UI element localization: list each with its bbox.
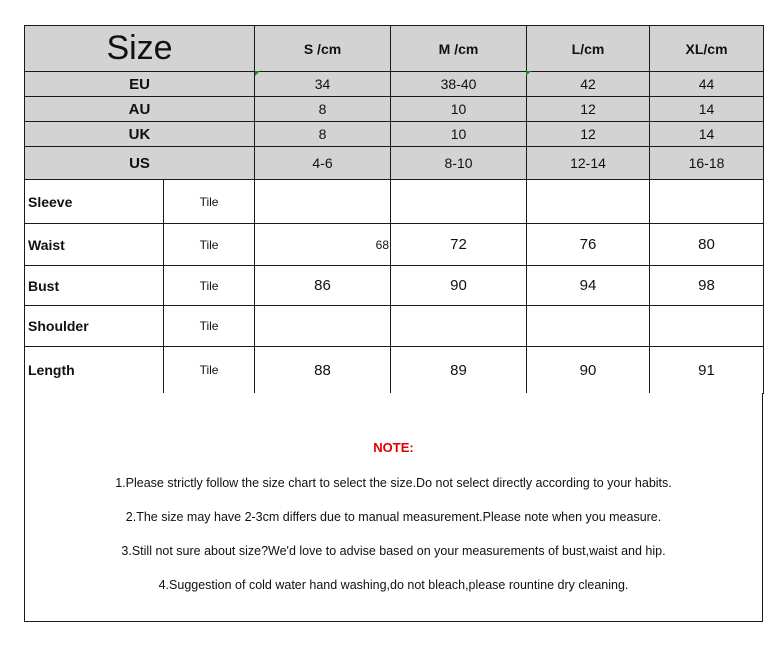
- note-line: 4.Suggestion of cold water hand washing,do not bleach,please rountine dry cleaning.: [158, 578, 629, 592]
- measurement-value: 89: [391, 347, 527, 394]
- measurement-row-shoulder: [25, 306, 764, 347]
- measurement-value: [255, 306, 391, 347]
- measurement-row-waist: [25, 224, 764, 266]
- region-value: 14: [650, 97, 764, 122]
- measurement-value: [391, 180, 527, 224]
- measurement-unit: Tile: [164, 266, 255, 306]
- region-value: 44: [650, 72, 764, 97]
- measurement-unit: Tile: [164, 347, 255, 394]
- region-value: 38-40: [391, 72, 527, 97]
- measurement-value: [527, 180, 650, 224]
- measurement-row-length: [25, 347, 764, 394]
- measurement-row-sleeve: [25, 180, 764, 224]
- measurement-value: [527, 306, 650, 347]
- measurement-value: [391, 306, 527, 347]
- region-value: 14: [650, 122, 764, 147]
- column-header-l: L/cm: [527, 26, 650, 72]
- measurement-value: 98: [650, 266, 764, 306]
- notes-panel: [24, 393, 763, 622]
- region-row-au: [25, 97, 764, 122]
- region-label: EU: [25, 72, 255, 97]
- region-value: 12: [527, 122, 650, 147]
- measurement-unit: Tile: [164, 224, 255, 266]
- measurement-value: [255, 180, 391, 224]
- measurement-value: 90: [391, 266, 527, 306]
- measurement-label: Bust: [25, 266, 164, 306]
- measurement-value: 88: [255, 347, 391, 394]
- region-row-eu: [25, 72, 764, 97]
- measurement-label: Waist: [25, 224, 164, 266]
- measurement-unit: Tile: [164, 306, 255, 347]
- measurement-value: 80: [650, 224, 764, 266]
- cell-marker: [255, 71, 260, 76]
- measurement-value: 76: [527, 224, 650, 266]
- region-value: 10: [391, 97, 527, 122]
- region-value: 16-18: [650, 147, 764, 180]
- size-chart-table: [24, 25, 764, 394]
- region-value: 4-6: [255, 147, 391, 180]
- measurement-value: 94: [527, 266, 650, 306]
- size-title: Size: [25, 26, 255, 72]
- column-header-m: M /cm: [391, 26, 527, 72]
- note-line: 3.Still not sure about size?We'd love to advise based on your measurements of bust,waist and hip.: [121, 544, 666, 558]
- region-row-uk: [25, 122, 764, 147]
- note-line: 2.The size may have 2-3cm differs due to manual measurement.Please note when you measure.: [125, 510, 662, 524]
- measurement-row-bust: [25, 266, 764, 306]
- region-label: US: [25, 147, 255, 180]
- region-value: 10: [391, 122, 527, 147]
- measurement-value: 91: [650, 347, 764, 394]
- region-label: UK: [25, 122, 255, 147]
- region-value: 12-14: [527, 147, 650, 180]
- measurement-value: 90: [527, 347, 650, 394]
- region-value: 34: [255, 72, 391, 97]
- note-line: 1.Please strictly follow the size chart to select the size.Do not select directly according to your habits.: [115, 476, 672, 490]
- region-value: 12: [527, 97, 650, 122]
- measurement-label: Shoulder: [25, 306, 164, 347]
- measurement-unit: Tile: [164, 180, 255, 224]
- region-label: AU: [25, 97, 255, 122]
- measurement-value: 72: [391, 224, 527, 266]
- column-header-xl: XL/cm: [650, 26, 764, 72]
- region-value: 42: [527, 72, 650, 97]
- measurement-value: 68: [255, 224, 391, 266]
- measurement-value: [650, 306, 764, 347]
- header-row: [25, 26, 764, 72]
- column-header-s: S /cm: [255, 26, 391, 72]
- cell-marker: [526, 71, 531, 76]
- measurement-label: Sleeve: [25, 180, 164, 224]
- region-row-us: [25, 147, 764, 180]
- measurement-label: Length: [25, 347, 164, 394]
- note-title: NOTE:: [373, 440, 414, 455]
- measurement-value: 86: [255, 266, 391, 306]
- measurement-value: [650, 180, 764, 224]
- region-value: 8-10: [391, 147, 527, 180]
- region-value: 8: [255, 97, 391, 122]
- region-value: 8: [255, 122, 391, 147]
